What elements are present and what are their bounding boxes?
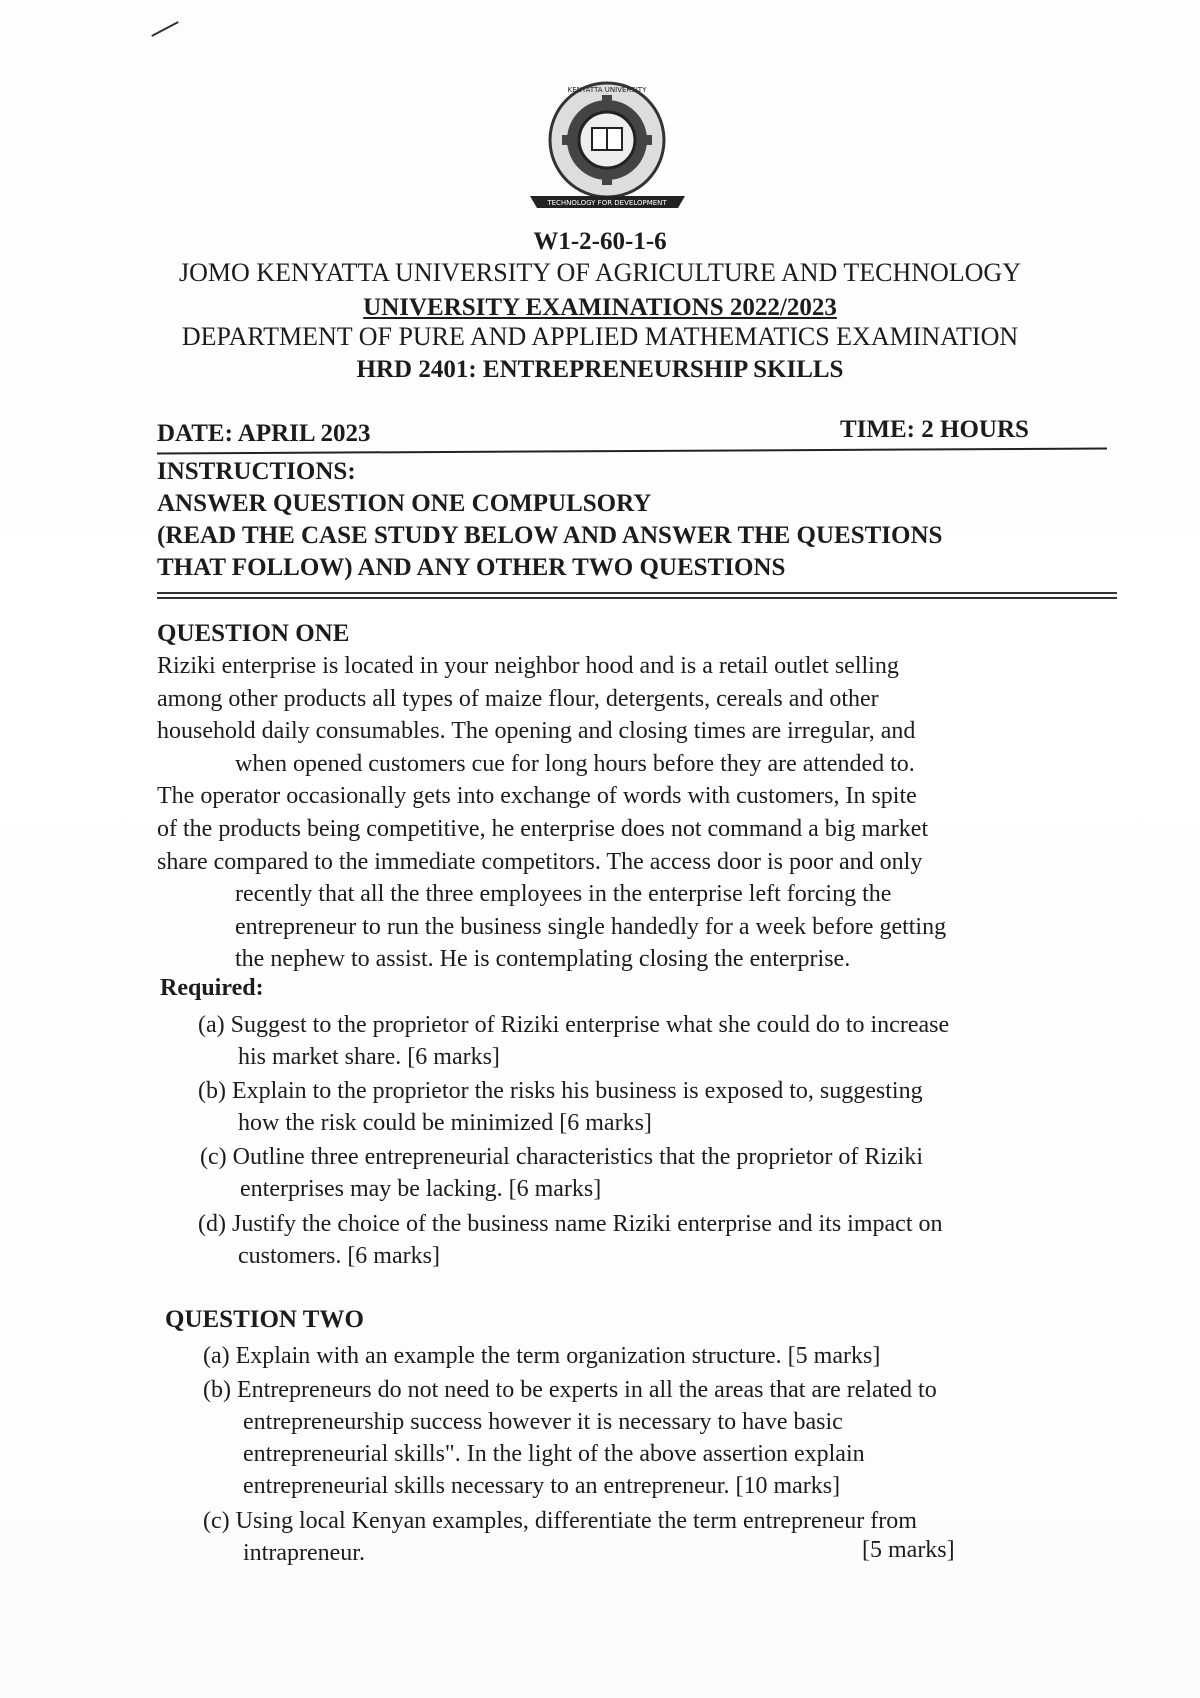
question-two-title: QUESTION TWO [165,1306,364,1333]
case-line: The operator occasionally gets into exchange of words with customers, In spite [157,783,917,810]
instruction-line: (READ THE CASE STUDY BELOW AND ANSWER THE QUESTIONS [157,522,943,549]
question-one-part-d [198,1208,942,1272]
course-title: HRD 2401: ENTREPRENEURSHIP SKILLS [356,356,844,383]
exam-date: DATE: APRIL 2023 [157,420,371,447]
question-two-part-b [203,1374,937,1502]
double-divider-top [157,592,1117,594]
case-line: entrepreneur to run the business single handedly for a week before getting [235,913,947,940]
exam-series: UNIVERSITY EXAMINATIONS 2022/2023 [363,294,837,321]
question-two-part-a [203,1340,880,1372]
part-text: enterprises may be lacking. [6 marks] [240,1176,602,1202]
case-line: the nephew to assist. He is contemplating closing the enterprise. [235,946,851,973]
part-text: how the risk could be minimized [6 marks] [238,1110,652,1136]
university-name: JOMO KENYATTA UNIVERSITY OF AGRICULTURE AND TECHNOLOGY [179,258,1021,287]
scan-mark [151,21,178,37]
required-label: Required: [160,975,264,1001]
case-line: when opened customers cue for long hours before they are attended to. [235,750,915,777]
part-text: entrepreneurial skills necessary to an entrepreneur. [10 marks] [243,1473,841,1499]
case-line: household daily consumables. The opening and closing times are irregular, and [157,718,916,745]
divider-line [157,448,1107,455]
part-text: (a) Explain with an example the term organization structure. [5 marks] [203,1343,881,1369]
exam-time: TIME: 2 HOURS [840,416,1029,443]
part-text: (b) Explain to the proprietor the risks his business is exposed to, suggesting [198,1078,923,1104]
case-line: among other products all types of maize flour, detergents, cereals and other [157,685,879,712]
instructions-heading: INSTRUCTIONS: [157,458,356,485]
university-logo [520,78,695,218]
question-two-part-c [203,1505,917,1569]
case-line: share compared to the immediate competitors. The access door is poor and only [157,848,923,875]
part-text: (c) Using local Kenyan examples, differentiate the term entrepreneur from [203,1508,917,1534]
svg-text:KENYATTA UNIVERSITY: KENYATTA UNIVERSITY [567,86,647,94]
part-text: (a) Suggest to the proprietor of Riziki enterprise what she could do to increase [198,1012,950,1038]
case-study [157,650,1077,976]
department-name: DEPARTMENT OF PURE AND APPLIED MATHEMATICS EXAMINATION [181,322,1019,351]
part-text: (c) Outline three entrepreneurial characteristics that the proprietor of Riziki [200,1144,924,1170]
part-text: entrepreneurship success however it is necessary to have basic [243,1409,843,1435]
question-two-part-c-marks: [5 marks] [862,1537,955,1563]
case-line: recently that all the three employees in the enterprise left forcing the [235,881,892,908]
instruction-line: ANSWER QUESTION ONE COMPULSORY [157,490,652,517]
double-divider-bottom [157,597,1117,599]
svg-text:TECHNOLOGY FOR DEVELOPMENT: TECHNOLOGY FOR DEVELOPMENT [547,199,667,207]
part-text: entrepreneurial skills". In the light of the above assertion explain [243,1441,865,1467]
part-text: intrapreneur. [243,1540,365,1566]
case-line: Riziki enterprise is located in your neighbor hood and is a retail outlet selling [157,653,899,679]
part-text: his market share. [6 marks] [238,1044,500,1070]
instruction-line: THAT FOLLOW) AND ANY OTHER TWO QUESTIONS [157,554,786,581]
case-line: of the products being competitive, he enterprise does not command a big market [157,815,929,842]
question-one-title: QUESTION ONE [157,620,350,647]
part-text: (d) Justify the choice of the business name Riziki enterprise and its impact on [198,1211,943,1237]
question-one-part-a [198,1009,949,1073]
part-text: customers. [6 marks] [238,1243,440,1269]
question-one-part-b [198,1075,923,1139]
question-one-part-c [200,1141,923,1205]
part-text: (b) Entrepreneurs do not need to be experts in all the areas that are related to [203,1377,937,1403]
exam-code: W1-2-60-1-6 [533,228,667,255]
